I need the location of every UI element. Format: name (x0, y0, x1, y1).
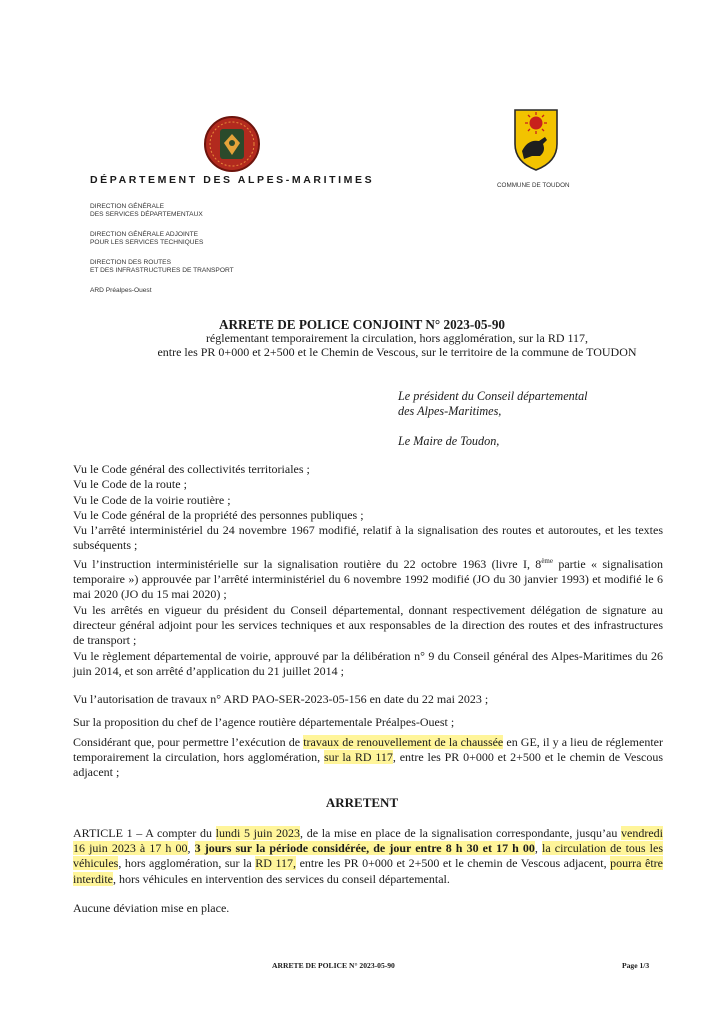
highlight-start-date: lundi 5 juin 2023 (215, 826, 301, 840)
vu-item: Vu le Code de la voirie routière ; (73, 492, 231, 507)
highlight-end-date: vendredi 16 juin 2023 à 17 h 00 (73, 826, 663, 856)
vu-item: Vu l’instruction interministérielle sur la signalisation routière du 22 octobre 1963 (livre I, 8ème partie « signalisation temporaire ») approuvée par l’arrêté interministériel du 6 novembre 1992 modifié (JO du 30 janvier 1993) et modifié le 6 mai 2020 (JO du 15 mai 2020) ; (73, 556, 663, 602)
highlight-circulation: la circulation de tous les véhicules (73, 841, 663, 871)
vu-item: Vu le règlement départemental de voirie, approuvé par la délibération n° 9 du Conseil général des Alpes-Maritimes du 26 juin 2014, et son arrêté d’application du 21 juillet 2014 ; (73, 648, 663, 678)
arrete-subtitle: réglementant temporairement la circulation, hors agglomération, sur la RD 117, entre les PR 0+000 et 2+500 et le Chemin de Vescous, sur le territoire de la commune de TOUDON (157, 331, 637, 359)
arretent-heading: ARRETENT (325, 795, 399, 810)
direction-generale-adjointe: DIRECTION GÉNÉRALE ADJOINTE POUR LES SERVICES TECHNIQUES (90, 231, 204, 247)
considerant-paragraph: Considérant que, pour permettre l’exécution de travaux de renouvellement de la chaussée en GE, il y a lieu de réglementer temporairement la circulation, hors agglomération, sur la RD 117, entre les PR 0+000 et 2+500 et le chemin de Vescous adjacent ; (73, 735, 663, 780)
footer-reference: ARRETE DE POLICE N° 2023-05-90 (272, 961, 395, 970)
highlight-period: 3 jours sur la période considérée, de jour entre 8 h 30 et 17 h 00 (194, 841, 535, 856)
ard-label: ARD Préalpes-Ouest (90, 287, 152, 294)
vu-item: Vu le Code de la route ; (73, 477, 187, 492)
vu-item: Vu l’arrêté interministériel du 24 novembre 1967 modifié, relatif à la signalisation des routes et autoroutes, et les textes subséquents ; (73, 523, 663, 553)
direction-generale: DIRECTION GÉNÉRALE DES SERVICES DÉPARTEMENTAUX (90, 203, 203, 219)
president-signatory: Le président du Conseil départemental des Alpes-Maritimes, (398, 389, 588, 418)
highlight-interdite: pourra être interdite (73, 856, 663, 886)
page-number: Page 1/3 (622, 961, 650, 970)
autorisation-paragraph: Vu l’autorisation de travaux n° ARD PAO-SER-2023-05-156 en date du 22 mai 2023 ; (73, 692, 489, 706)
department-emblem-logo (203, 115, 261, 173)
commune-shield-logo (511, 106, 561, 174)
commune-caption: COMMUNE DE TOUDON (497, 182, 570, 189)
highlight-rd117: sur la RD 117 (323, 750, 393, 765)
proposition-paragraph: Sur la proposition du chef de l’agence routière départementale Préalpes-Ouest ; (73, 715, 455, 729)
vu-item: Vu le Code général de la propriété des personnes publiques ; (73, 507, 364, 522)
highlight-travaux: travaux de renouvellement de la chaussée (303, 735, 504, 749)
arrete-title: ARRETE DE POLICE CONJOINT N° 2023-05-90 (218, 317, 506, 332)
vu-item: Vu le Code général des collectivités territoriales ; (73, 462, 310, 476)
highlight-rd117-article: RD 117, (255, 856, 297, 871)
direction-des-routes: DIRECTION DES ROUTES ET DES INFRASTRUCTURES DE TRANSPORT (90, 259, 234, 275)
vu-list (73, 462, 663, 679)
department-name: DÉPARTEMENT DES ALPES-MARITIMES (90, 174, 375, 186)
maire-signatory: Le Maire de Toudon, (398, 434, 500, 448)
vu-item: Vu les arrêtés en vigueur du président du Conseil départemental, donnant respectivement délégation de signature au directeur général adjoint pour les services techniques et aux responsables de la direction des routes et des infrastructures de transport ; (73, 602, 663, 648)
deviation-paragraph: Aucune déviation mise en place. (73, 901, 230, 915)
article-1-paragraph: ARTICLE 1 – A compter du lundi 5 juin 2023, de la mise en place de la signalisation correspondante, jusqu’au vendredi 16 juin 2023 à 17 h 00, 3 jours sur la période considérée, de jour entre 8 h 30 et 17 h 00, la circulation de tous les véhicules, hors agglomération, sur la RD 117, entre les PR 0+000 et 2+500 et le chemin de Vescous adjacent, pourra être interdite, hors véhicules en intervention des services du conseil départemental. (73, 826, 663, 886)
